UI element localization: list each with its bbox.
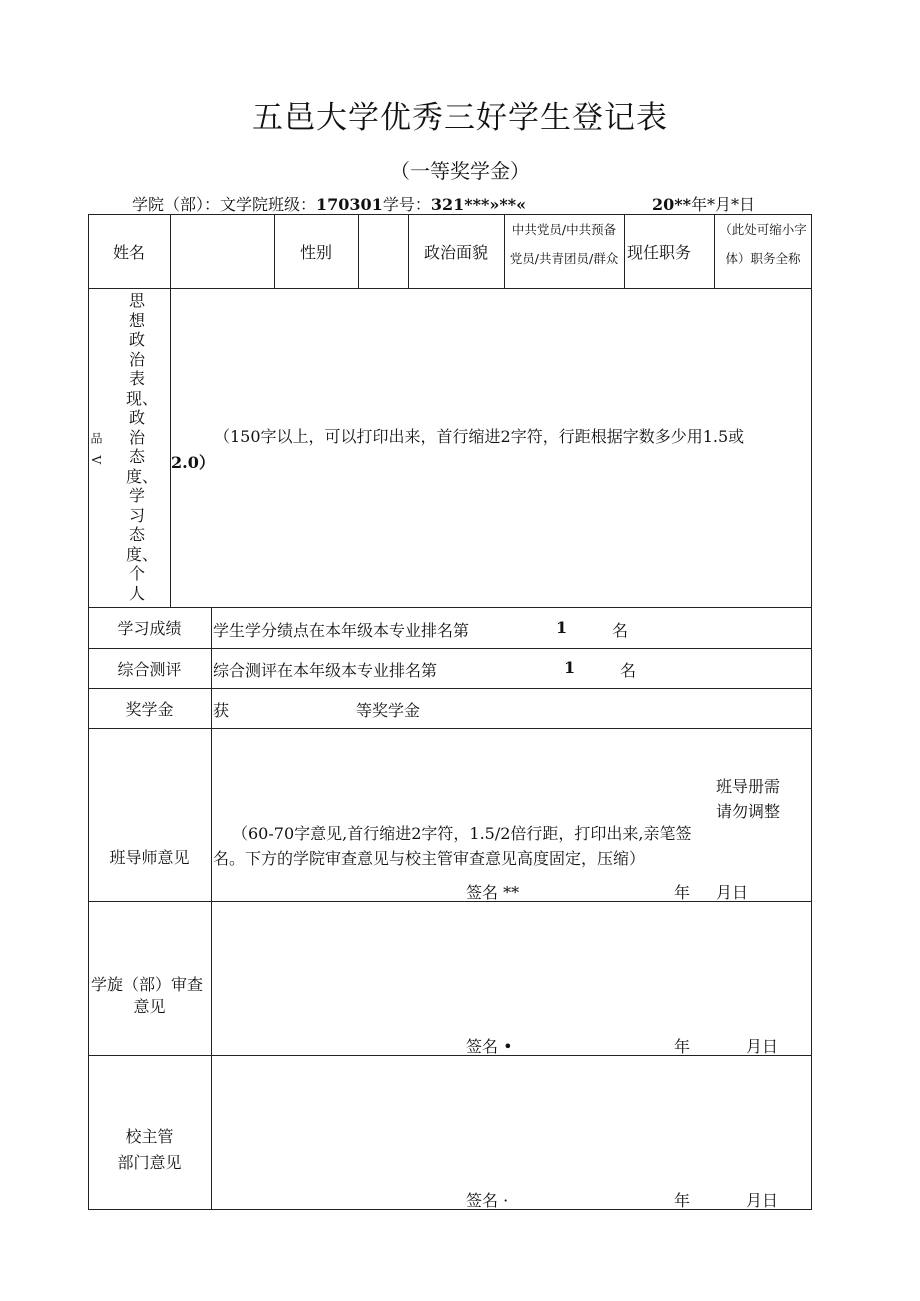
advisor-year: 年 (674, 883, 691, 902)
date-rest: 年*月*日 (691, 195, 756, 214)
class-number: 170301 (316, 195, 383, 214)
date-year: 20** (652, 195, 691, 214)
page-title: 五邑大学优秀三好学生登记表 (252, 100, 668, 136)
comprehensive-text: 综合测评在本年级本专业排名第 (213, 661, 438, 680)
student-number-label: 学号： (382, 195, 431, 214)
college-review-label-line2: 意见 (133, 996, 166, 1016)
student-number: 321***»**« (430, 195, 527, 214)
position-label: 现任职务 (626, 242, 691, 262)
college-review-monthday: 月日 (746, 1037, 779, 1056)
school-review-year: 年 (674, 1191, 691, 1210)
advisor-monthday: 月日 (716, 883, 749, 902)
study-rank: 1 (556, 618, 568, 637)
advisor-note-line2: 请勿调整 (716, 802, 781, 821)
performance-label: 思想政治表现、政治态度、学习态度、个人 (126, 291, 159, 603)
college-review-label-line1: 学旋（部）审查 (91, 975, 204, 994)
school-review-monthday: 月日 (746, 1191, 779, 1210)
advisor-label: 班导师意见 (109, 847, 190, 867)
college-label: 学院（部）：文学院班级： (132, 195, 317, 214)
performance-content-line1: （150字以上，可以打印出来，首行缩进2字符，行距根据字数多少用1.5或 (214, 427, 745, 446)
college-review-sign: 签名 • (466, 1037, 513, 1056)
name-value-cell (171, 215, 274, 288)
position-note: （此处可缩小字体）职务全称 (719, 222, 807, 266)
study-label: 学习成绩 (117, 619, 182, 638)
school-review-label-line2: 部门意见 (117, 1152, 182, 1172)
side-mark: 品 V (89, 432, 103, 465)
advisor-sign: 签名 ** (466, 883, 520, 902)
info-line (132, 192, 526, 215)
advisor-content-line2: 名。下方的学院审查意见与校主管审查意见高度固定，压缩） (213, 849, 646, 868)
study-suffix: 名 (612, 621, 629, 640)
advisor-note-line1: 班导册需 (716, 777, 781, 796)
political-label: 政治面貌 (423, 242, 488, 262)
page-subtitle: （一等奖学金） (390, 159, 530, 183)
gender-value-cell (359, 215, 408, 288)
political-options: 中共党员/中共预备党员/共青团员/群众 (509, 222, 619, 266)
comprehensive-suffix: 名 (620, 661, 637, 680)
scholarship-suffix: 等奖学金 (356, 701, 421, 720)
college-review-year: 年 (674, 1037, 691, 1056)
name-label: 姓名 (112, 242, 145, 262)
comprehensive-label: 综合测评 (117, 659, 182, 679)
advisor-content-line1: （60-70字意见,首行缩进2字符，1.5/2倍行距，打印出来,亲笔签 (232, 824, 692, 843)
gender-label: 性别 (299, 242, 332, 262)
scholarship-label: 奖学金 (125, 699, 174, 719)
study-text: 学生学分绩点在本年级本专业排名第 (213, 621, 470, 640)
performance-content-line2: 2.0） (171, 453, 215, 472)
school-review-sign: 签名 · (466, 1191, 509, 1210)
date-line (652, 192, 755, 215)
comprehensive-rank: 1 (564, 658, 576, 677)
scholarship-prefix: 获 (213, 701, 230, 720)
school-review-label-line1: 校主管 (125, 1126, 174, 1146)
